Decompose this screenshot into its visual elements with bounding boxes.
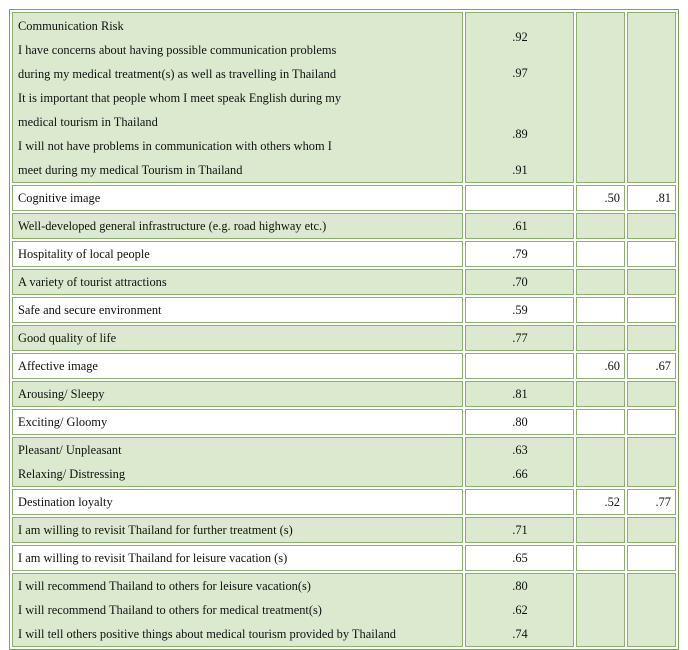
table-row: [12, 437, 676, 487]
item-text: during my medical treatment(s) as well as travelling in Thailand: [18, 66, 337, 81]
factor-loading: .70: [512, 275, 528, 289]
ave-cell: [576, 381, 625, 407]
item-text: I will not have problems in communication with others whom I: [18, 138, 332, 153]
ave-cell: [576, 241, 625, 267]
factor-loading: .80: [512, 415, 528, 429]
cr-cell: .67: [627, 353, 676, 379]
factor-loading: .71: [512, 523, 528, 537]
item-cell: [12, 517, 463, 543]
item-text: I have concerns about having possible communication problems: [18, 42, 337, 57]
item-cell: [12, 241, 463, 267]
factor-loading: [471, 354, 569, 378]
item-text: Destination loyalty: [18, 495, 113, 509]
item-cell: [12, 437, 463, 487]
ave-cell: [576, 517, 625, 543]
ave-cell: [576, 213, 625, 239]
ave-cell: [576, 437, 625, 487]
factor-loading: .97: [512, 66, 528, 80]
ave-cell: .60: [576, 353, 625, 379]
item-text: I will tell others positive things about medical tourism provided by Thailand: [18, 627, 396, 641]
item-text: Relaxing/ Distressing: [18, 467, 126, 481]
ave-cell: .50: [576, 185, 625, 211]
item-text: Exciting/ Gloomy: [18, 415, 108, 429]
factor-loading: .81: [512, 387, 528, 401]
ave-cell: .52: [576, 489, 625, 515]
item-cell: [12, 269, 463, 295]
factor-loading: .74: [512, 627, 528, 641]
item-text: I am willing to revisit Thailand for further treatment (s): [18, 523, 293, 537]
loading-cell: [465, 573, 574, 647]
ave-cell: [576, 545, 625, 571]
item-cell: [12, 325, 463, 351]
factor-loading: .61: [512, 219, 528, 233]
item-text: Arousing/ Sleepy: [18, 387, 105, 401]
factor-loading: .77: [512, 331, 528, 345]
ave-cell: [576, 297, 625, 323]
cr-cell: [627, 325, 676, 351]
table-row: [12, 353, 676, 379]
table-row: [12, 297, 676, 323]
cr-cell: [627, 241, 676, 267]
item-cell: [12, 12, 463, 183]
loading-cell: [465, 213, 574, 239]
loading-cell: [465, 409, 574, 435]
ave-cell: [576, 269, 625, 295]
table-row: [12, 409, 676, 435]
table-row: [12, 213, 676, 239]
table-row: [12, 185, 676, 211]
factor-loading: [471, 490, 569, 514]
loading-cell: [465, 325, 574, 351]
cr-cell: [627, 409, 676, 435]
item-text: Hospitality of local people: [18, 247, 150, 261]
table-row: [12, 489, 676, 515]
cr-cell: [627, 517, 676, 543]
factor-loading: .62: [512, 603, 528, 617]
cr-cell: .77: [627, 489, 676, 515]
factor-loading: .89: [512, 127, 528, 141]
cr-cell: [627, 545, 676, 571]
cr-cell: [627, 437, 676, 487]
ave-cell: [576, 409, 625, 435]
loading-cell: [465, 269, 574, 295]
loading-cell: [465, 12, 574, 183]
item-text: meet during my medical Tourism in Thailand: [18, 162, 243, 177]
item-text: Communication Risk: [18, 18, 124, 33]
cr-cell: [627, 381, 676, 407]
table-row: [12, 325, 676, 351]
item-cell: [12, 185, 463, 211]
item-text: Well-developed general infrastructure (e.g. road highway etc.): [18, 219, 327, 233]
loading-cell: [465, 185, 574, 211]
item-text: Safe and secure environment: [18, 303, 162, 317]
factor-loading: .92: [512, 30, 528, 44]
item-cell: [12, 489, 463, 515]
cr-cell: [627, 297, 676, 323]
table-row: [12, 269, 676, 295]
ave-cell: [576, 573, 625, 647]
loading-cell: [465, 517, 574, 543]
item-cell: [12, 545, 463, 571]
loading-cell: [465, 241, 574, 267]
factor-loading: .91: [512, 163, 528, 177]
cr-cell: [627, 269, 676, 295]
factor-loading: .66: [512, 467, 528, 481]
item-text: Affective image: [18, 359, 98, 373]
item-text: I will recommend Thailand to others for medical treatment(s): [18, 603, 322, 617]
loading-cell: [465, 353, 574, 379]
table-row: [12, 241, 676, 267]
item-text: Cognitive image: [18, 191, 101, 205]
item-text: I am willing to revisit Thailand for leisure vacation (s): [18, 551, 288, 565]
item-cell: [12, 381, 463, 407]
item-cell: [12, 353, 463, 379]
item-text: I will recommend Thailand to others for leisure vacation(s): [18, 579, 311, 593]
item-cell: [12, 297, 463, 323]
ave-cell: [576, 325, 625, 351]
cr-cell: .81: [627, 185, 676, 211]
ave-cell: [576, 12, 625, 183]
table-body: [12, 12, 676, 647]
item-cell: [12, 213, 463, 239]
table-row: [12, 573, 676, 647]
item-text: medical tourism in Thailand: [18, 114, 158, 129]
item-text: Pleasant/ Unpleasant: [18, 443, 122, 457]
cr-cell: [627, 12, 676, 183]
factor-loading: .65: [512, 551, 528, 565]
table-row: [12, 381, 676, 407]
cr-cell: [627, 573, 676, 647]
loading-cell: [465, 381, 574, 407]
factor-loading: .79: [512, 247, 528, 261]
item-cell: [12, 573, 463, 647]
loading-cell: [465, 297, 574, 323]
table-row: [12, 517, 676, 543]
item-text: Good quality of life: [18, 331, 117, 345]
measurement-model-table: [9, 9, 679, 650]
cr-cell: [627, 213, 676, 239]
item-text: It is important that people whom I meet speak English during my: [18, 90, 342, 105]
table-row: [12, 545, 676, 571]
factor-loading: .63: [512, 443, 528, 457]
loading-cell: [465, 489, 574, 515]
factor-loading: .80: [512, 579, 528, 593]
table-row: [12, 12, 676, 183]
factor-loading: .59: [512, 303, 528, 317]
factor-loading: [471, 186, 569, 210]
loading-cell: [465, 437, 574, 487]
item-text: A variety of tourist attractions: [18, 275, 167, 289]
loading-cell: [465, 545, 574, 571]
item-cell: [12, 409, 463, 435]
